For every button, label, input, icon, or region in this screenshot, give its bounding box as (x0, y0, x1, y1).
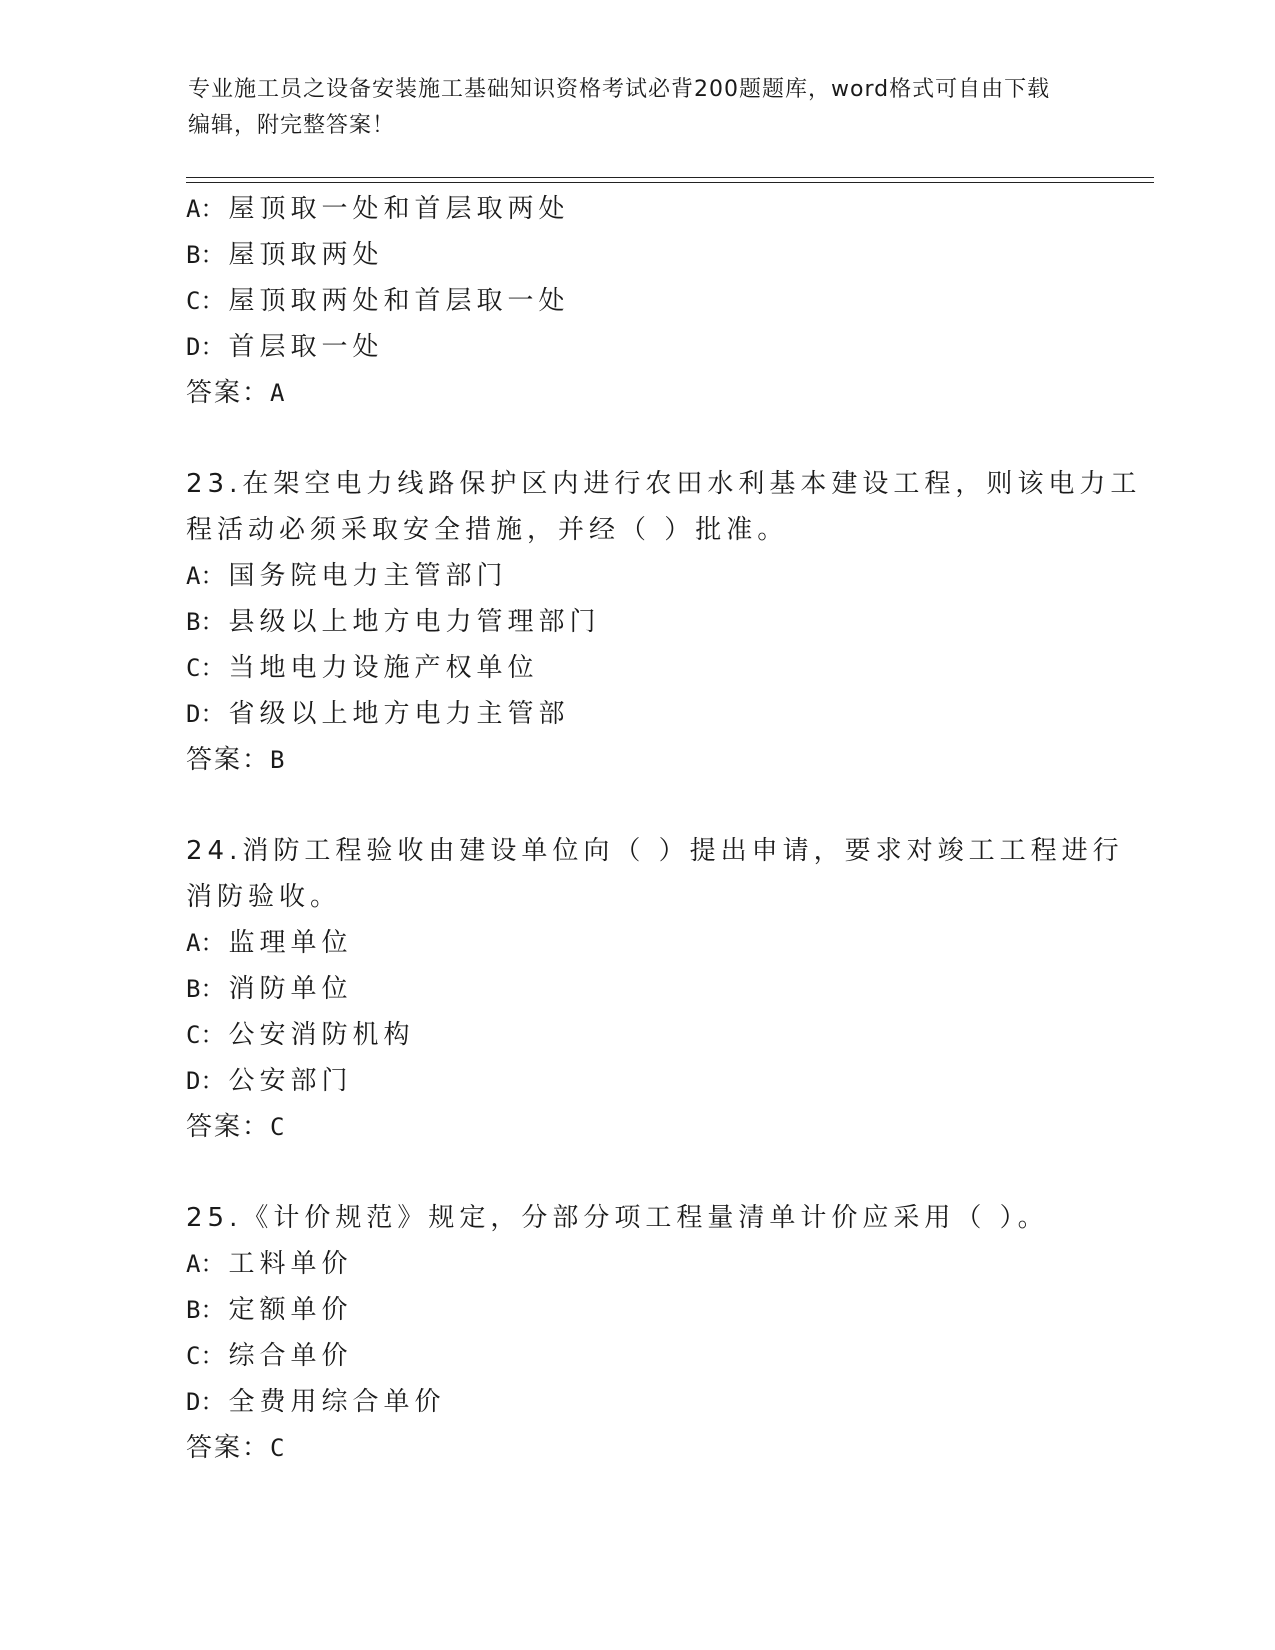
answer-value: A (270, 379, 285, 407)
option-letter: A： (186, 929, 225, 957)
q22-option-c (186, 285, 569, 317)
q23-option-d (186, 698, 569, 730)
answer-label: 答案： (186, 1433, 271, 1463)
option-letter: C： (186, 287, 225, 315)
option-text: 屋顶取两处和首层取一处 (228, 286, 570, 316)
q25-stem-line1: 25.《计价规范》规定，分部分项工程量清单计价应采用（ ）。 (186, 1203, 1049, 1233)
q25-option-a (186, 1248, 352, 1280)
q23-option-c (186, 652, 538, 684)
answer-value: C (270, 1434, 285, 1462)
option-text: 当地电力设施产权单位 (228, 653, 539, 683)
q24-option-c (186, 1019, 414, 1051)
q24-answer (186, 1111, 284, 1143)
option-text: 屋顶取两处 (228, 240, 384, 270)
option-letter: A： (186, 562, 225, 590)
option-letter: D： (186, 1067, 225, 1095)
q23-option-a (186, 560, 507, 592)
option-letter: B： (186, 1296, 225, 1324)
option-text: 工料单价 (228, 1249, 353, 1279)
option-text: 首层取一处 (228, 332, 384, 362)
answer-label: 答案： (186, 378, 271, 408)
option-text: 公安消防机构 (228, 1020, 415, 1050)
option-letter: B： (186, 975, 225, 1003)
option-text: 国务院电力主管部门 (228, 561, 508, 591)
q24-stem-line2: 消防验收。 (186, 882, 342, 912)
q23-stem-line1: 23.在架空电力线路保护区内进行农田水利基本建设工程，则该电力工 (186, 469, 1142, 499)
q24-option-a (186, 927, 352, 959)
option-letter: B： (186, 241, 225, 269)
option-letter: D： (186, 333, 225, 361)
q22-option-d (186, 331, 383, 363)
option-letter: C： (186, 1342, 225, 1370)
q22-answer (186, 377, 284, 409)
answer-value: C (270, 1113, 285, 1141)
answer-label: 答案： (186, 1112, 271, 1142)
option-text: 公安部门 (228, 1066, 353, 1096)
q22-option-a (186, 193, 569, 225)
q25-option-c (186, 1340, 352, 1372)
q24-option-d (186, 1065, 352, 1097)
option-letter: D： (186, 1388, 225, 1416)
option-text: 定额单价 (228, 1295, 353, 1325)
option-text: 县级以上地方电力管理部门 (228, 607, 601, 637)
answer-value: B (270, 746, 285, 774)
option-text: 省级以上地方电力主管部 (228, 699, 570, 729)
option-letter: D： (186, 700, 225, 728)
option-letter: C： (186, 1021, 225, 1049)
answer-label: 答案： (186, 745, 271, 775)
option-letter: A： (186, 195, 225, 223)
option-letter: A： (186, 1250, 225, 1278)
q25-option-d (186, 1386, 445, 1418)
header-divider-bottom (186, 182, 1154, 183)
q24-stem-line1: 24.消防工程验收由建设单位向（ ）提出申请，要求对竣工工程进行 (186, 836, 1124, 866)
q25-answer (186, 1432, 284, 1464)
q23-option-b (186, 606, 600, 638)
option-text: 屋顶取一处和首层取两处 (228, 194, 570, 224)
option-text: 综合单价 (228, 1341, 353, 1371)
q23-stem-line2: 程活动必须采取安全措施，并经（ ）批准。 (186, 515, 789, 545)
option-text: 全费用综合单价 (228, 1387, 446, 1417)
option-text: 消防单位 (228, 974, 353, 1004)
q22-option-b (186, 239, 383, 271)
option-letter: C： (186, 654, 225, 682)
document-header: 专业施工员之设备安装施工基础知识资格考试必背200题题库，word格式可自由下载编辑，附完整答案！ (188, 77, 1051, 138)
option-letter: B： (186, 608, 225, 636)
header-divider-top (186, 177, 1154, 178)
q24-option-b (186, 973, 352, 1005)
q25-option-b (186, 1294, 352, 1326)
q23-answer (186, 744, 284, 776)
option-text: 监理单位 (228, 928, 353, 958)
